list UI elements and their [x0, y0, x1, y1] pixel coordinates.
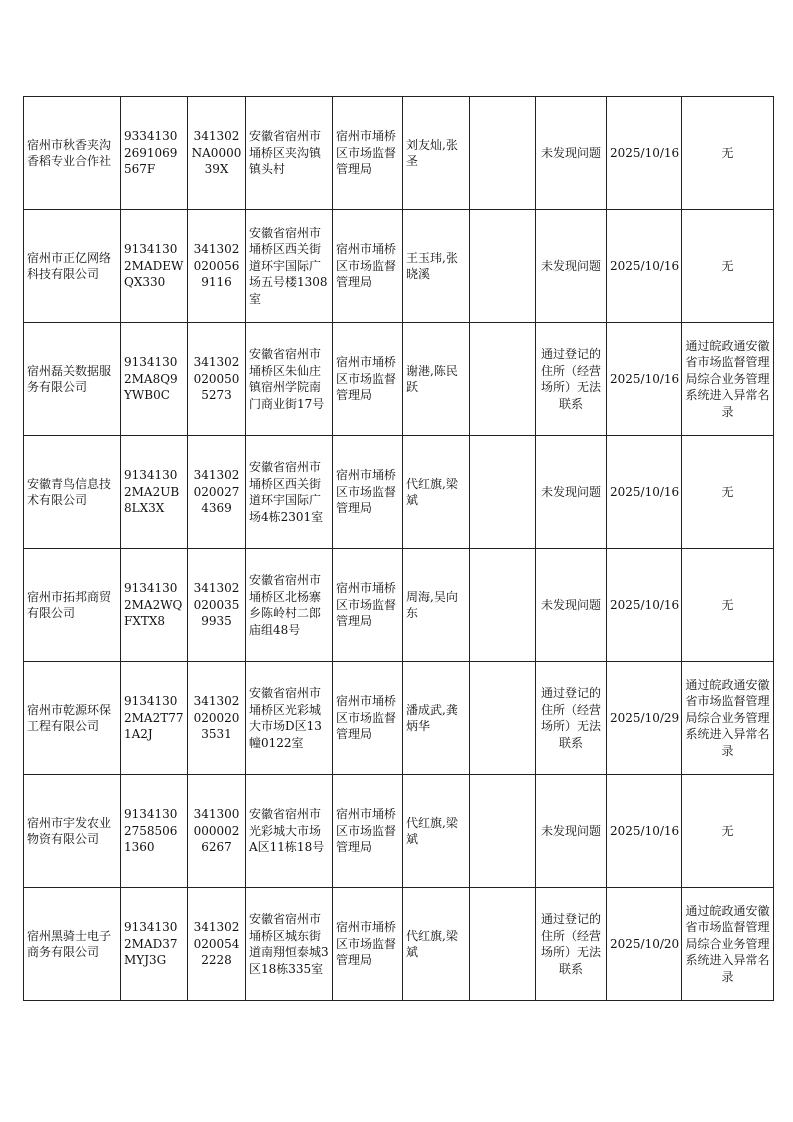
blank-cell [470, 436, 536, 549]
table-body [24, 97, 774, 1001]
table-row [24, 662, 774, 775]
inspection-result-cell: 未发现问题 [536, 210, 607, 323]
credit-code-cell: 91341302MA2UB8LX3X [121, 436, 188, 549]
action-cell: 无 [682, 549, 774, 662]
inspectors-cell: 周海,吴向东 [403, 549, 470, 662]
action-cell: 无 [682, 97, 774, 210]
address-cell: 安徽省宿州市埇桥区城东街道南翔恒泰城3区18栋335室 [246, 888, 333, 1001]
action-cell: 通过皖政通安徽省市场监督管理局综合业务管理系统进入异常名录 [682, 323, 774, 436]
company-name-cell: 宿州市乾源环保工程有限公司 [24, 662, 121, 775]
inspection-result-cell: 通过登记的住所（经营场所）无法联系 [536, 888, 607, 1001]
inspectors-cell: 代红旗,梁斌 [403, 436, 470, 549]
company-name-cell: 宿州市正亿网络科技有限公司 [24, 210, 121, 323]
company-name-cell: 宿州市宇发农业物资有限公司 [24, 775, 121, 888]
company-name-cell: 宿州市拓邦商贸有限公司 [24, 549, 121, 662]
inspection-result-cell: 未发现问题 [536, 775, 607, 888]
registration-number-cell: 3413020200569116 [188, 210, 246, 323]
authority-cell: 宿州市埇桥区市场监督管理局 [333, 888, 403, 1001]
action-cell: 无 [682, 775, 774, 888]
credit-code-cell: 93341302691069567F [121, 97, 188, 210]
table-row [24, 549, 774, 662]
address-cell: 安徽省宿州市埇桥区夹沟镇镇头村 [246, 97, 333, 210]
registration-number-cell: 3413000000026267 [188, 775, 246, 888]
inspection-date-cell: 2025/10/29 [607, 662, 682, 775]
registration-number-cell: 341302NA000039X [188, 97, 246, 210]
inspectors-cell: 代红旗,梁斌 [403, 775, 470, 888]
registration-number-cell: 3413020200505273 [188, 323, 246, 436]
inspection-date-cell: 2025/10/16 [607, 775, 682, 888]
inspectors-cell: 谢港,陈民跃 [403, 323, 470, 436]
credit-code-cell: 91341302MA8Q9YWB0C [121, 323, 188, 436]
inspection-result-cell: 未发现问题 [536, 549, 607, 662]
inspection-date-cell: 2025/10/16 [607, 436, 682, 549]
company-name-cell: 宿州市秋香夹沟香稻专业合作社 [24, 97, 121, 210]
inspection-date-cell: 2025/10/16 [607, 549, 682, 662]
inspection-result-cell: 通过登记的住所（经营场所）无法联系 [536, 662, 607, 775]
company-name-cell: 安徽青鸟信息技术有限公司 [24, 436, 121, 549]
company-name-cell: 宿州黑骑士电子商务有限公司 [24, 888, 121, 1001]
inspection-date-cell: 2025/10/16 [607, 97, 682, 210]
authority-cell: 宿州市埇桥区市场监督管理局 [333, 549, 403, 662]
credit-code-cell: 91341302MAD37MYJ3G [121, 888, 188, 1001]
blank-cell [470, 549, 536, 662]
table-row [24, 210, 774, 323]
credit-code-cell: 913413027585061360 [121, 775, 188, 888]
table-row [24, 888, 774, 1001]
inspection-table [23, 96, 774, 1001]
authority-cell: 宿州市埇桥区市场监督管理局 [333, 210, 403, 323]
authority-cell: 宿州市埇桥区市场监督管理局 [333, 323, 403, 436]
blank-cell [470, 888, 536, 1001]
address-cell: 安徽省宿州市埇桥区西关街道环宇国际广场4栋2301室 [246, 436, 333, 549]
action-cell: 无 [682, 436, 774, 549]
inspectors-cell: 刘友灿,张圣 [403, 97, 470, 210]
table-row [24, 436, 774, 549]
inspectors-cell: 潘成武,龚炳华 [403, 662, 470, 775]
credit-code-cell: 91341302MADEWQX330 [121, 210, 188, 323]
inspection-date-cell: 2025/10/20 [607, 888, 682, 1001]
blank-cell [470, 775, 536, 888]
authority-cell: 宿州市埇桥区市场监督管理局 [333, 775, 403, 888]
table-row [24, 323, 774, 436]
table-row [24, 775, 774, 888]
registration-number-cell: 3413020200542228 [188, 888, 246, 1001]
inspection-result-cell: 未发现问题 [536, 97, 607, 210]
address-cell: 安徽省宿州市埇桥区朱仙庄镇宿州学院南门商业街17号 [246, 323, 333, 436]
table-row [24, 97, 774, 210]
action-cell: 无 [682, 210, 774, 323]
address-cell: 安徽省宿州市埇桥区北杨寨乡陈岭村二郎庙组48号 [246, 549, 333, 662]
blank-cell [470, 97, 536, 210]
blank-cell [470, 323, 536, 436]
action-cell: 通过皖政通安徽省市场监督管理局综合业务管理系统进入异常名录 [682, 662, 774, 775]
credit-code-cell: 91341302MA2T771A2J [121, 662, 188, 775]
authority-cell: 宿州市埇桥区市场监督管理局 [333, 97, 403, 210]
blank-cell [470, 662, 536, 775]
address-cell: 安徽省宿州市埇桥区西关街道环宇国际广场五号楼1308室 [246, 210, 333, 323]
inspection-date-cell: 2025/10/16 [607, 323, 682, 436]
registration-number-cell: 3413020200203531 [188, 662, 246, 775]
registration-number-cell: 3413020200359935 [188, 549, 246, 662]
credit-code-cell: 91341302MA2WQFXTX8 [121, 549, 188, 662]
blank-cell [470, 210, 536, 323]
inspection-result-cell: 通过登记的住所（经营场所）无法联系 [536, 323, 607, 436]
authority-cell: 宿州市埇桥区市场监督管理局 [333, 662, 403, 775]
inspection-date-cell: 2025/10/16 [607, 210, 682, 323]
inspection-result-cell: 未发现问题 [536, 436, 607, 549]
authority-cell: 宿州市埇桥区市场监督管理局 [333, 436, 403, 549]
action-cell: 通过皖政通安徽省市场监督管理局综合业务管理系统进入异常名录 [682, 888, 774, 1001]
address-cell: 安徽省宿州市光彩城大市场A区11栋18号 [246, 775, 333, 888]
inspectors-cell: 代红旗,梁斌 [403, 888, 470, 1001]
address-cell: 安徽省宿州市埇桥区光彩城大市场D区13幢0122室 [246, 662, 333, 775]
registration-number-cell: 3413020200274369 [188, 436, 246, 549]
inspectors-cell: 王玉玮,张晓溪 [403, 210, 470, 323]
company-name-cell: 宿州磊关数据服务有限公司 [24, 323, 121, 436]
